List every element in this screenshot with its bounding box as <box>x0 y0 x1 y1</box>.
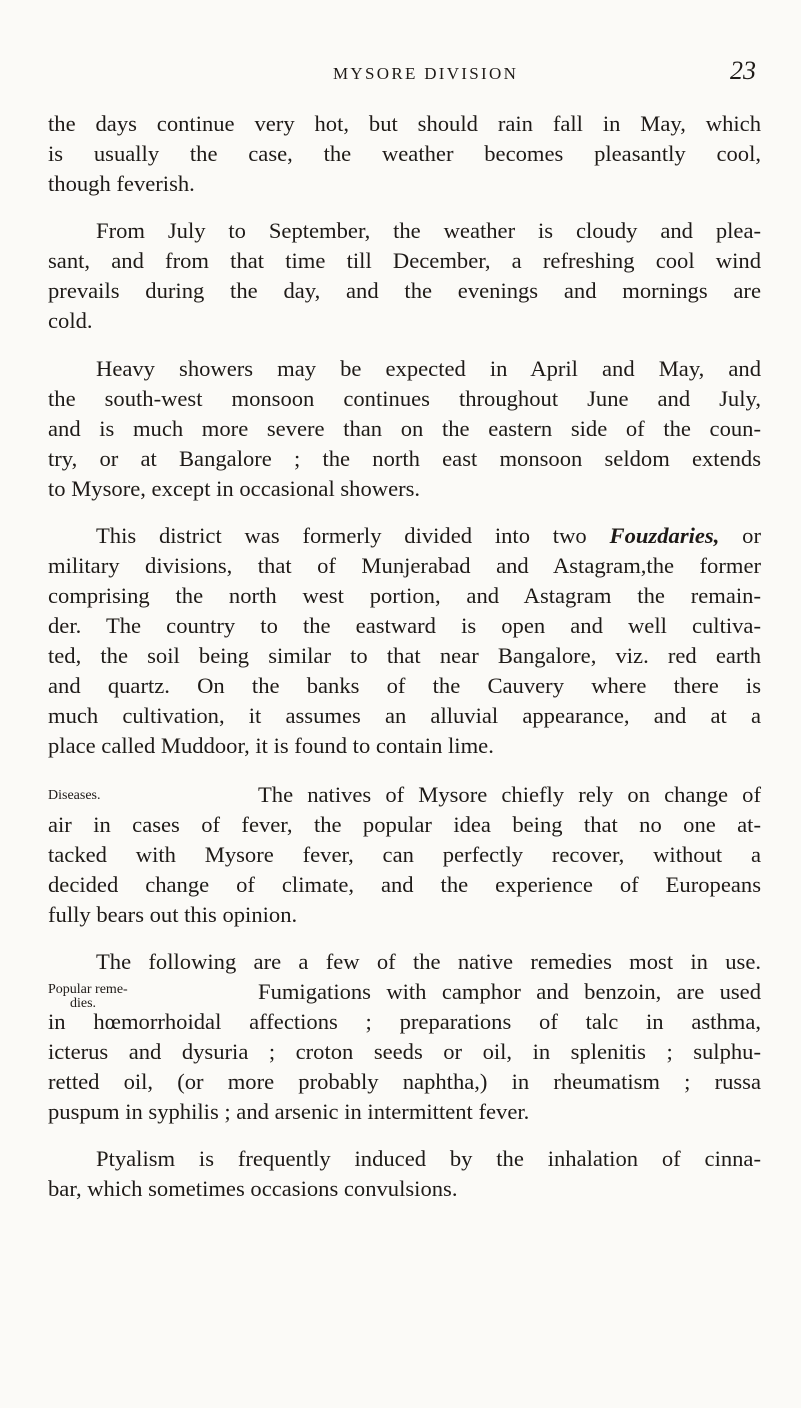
text-line: bar, which sometimes occasions convulsions. <box>48 1176 458 1201</box>
text-line: is usually the case, the weather becomes pleasantly cool, <box>48 141 761 166</box>
page-header <box>0 56 801 86</box>
text-line: tacked with Mysore fever, can perfectly recover, without a <box>48 842 761 867</box>
page-number: 23 <box>730 56 756 85</box>
text-line: though feverish. <box>48 171 195 196</box>
text-line: the days continue very hot, but should rain fall in May, which <box>48 111 761 136</box>
text-line: cold. <box>48 308 93 333</box>
text-line: puspum in syphilis ; and arsenic in intermittent fever. <box>48 1099 530 1124</box>
text-line: and is much more severe than on the eastern side of the coun- <box>48 416 761 441</box>
text-span: This district was formerly divided into two <box>96 523 587 548</box>
text-line: and quartz. On the banks of the Cauvery where there is <box>48 673 761 698</box>
marginal-note: dies. <box>70 996 97 1011</box>
text-line: decided change of climate, and the experience of Europeans <box>48 872 761 897</box>
text-line: place called Muddoor, it is found to contain lime. <box>48 733 494 758</box>
text-line: retted oil, (or more probably naphtha,) in rheumatism ; russa <box>48 1069 761 1094</box>
text-line: comprising the north west portion, and Astagram the remain- <box>48 583 761 608</box>
text-line: Fumigations with camphor and benzoin, are used <box>258 979 761 1004</box>
text-line: much cultivation, it assumes an alluvial appearance, and at a <box>48 703 761 728</box>
text-line: sant, and from that time till December, a refreshing cool wind <box>48 248 761 273</box>
text-line: to Mysore, except in occasional showers. <box>48 476 421 501</box>
text-line: try, or at Bangalore ; the north east monsoon seldom extends <box>48 446 761 471</box>
marginal-note: Diseases. <box>48 788 101 803</box>
text-line: From July to September, the weather is cloudy and plea- <box>96 218 761 243</box>
text-span: or <box>719 523 761 548</box>
marginal-note: Popular reme- <box>48 982 128 997</box>
text-line-with-italic <box>96 522 761 550</box>
text-line: air in cases of fever, the popular idea being that no one at- <box>48 812 761 837</box>
running-title: MYSORE DIVISION <box>333 64 519 83</box>
text-line: ted, the soil being similar to that near Bangalore, viz. red earth <box>48 643 761 668</box>
italic-term: Fouzdaries, <box>609 523 720 548</box>
text-line: icterus and dysuria ; croton seeds or oil, in splenitis ; sulphu- <box>48 1039 761 1064</box>
text-line: fully bears out this opinion. <box>48 902 298 927</box>
text-line: Heavy showers may be expected in April and May, and <box>96 356 761 381</box>
text-line: The following are a few of the native remedies most in use. <box>96 949 761 974</box>
text-line: in hœmorrhoidal affections ; preparations of talc in asthma, <box>48 1009 761 1034</box>
text-line: der. The country to the eastward is open and well cultiva- <box>48 613 761 638</box>
text-line: Ptyalism is frequently induced by the inhalation of cinna- <box>96 1146 761 1171</box>
text-line: military divisions, that of Munjerabad and Astagram,the former <box>48 553 761 578</box>
text-line: prevails during the day, and the evenings and mornings are <box>48 278 761 303</box>
text-line: The natives of Mysore chiefly rely on change of <box>258 782 761 807</box>
text-line: the south-west monsoon continues throughout June and July, <box>48 386 761 411</box>
